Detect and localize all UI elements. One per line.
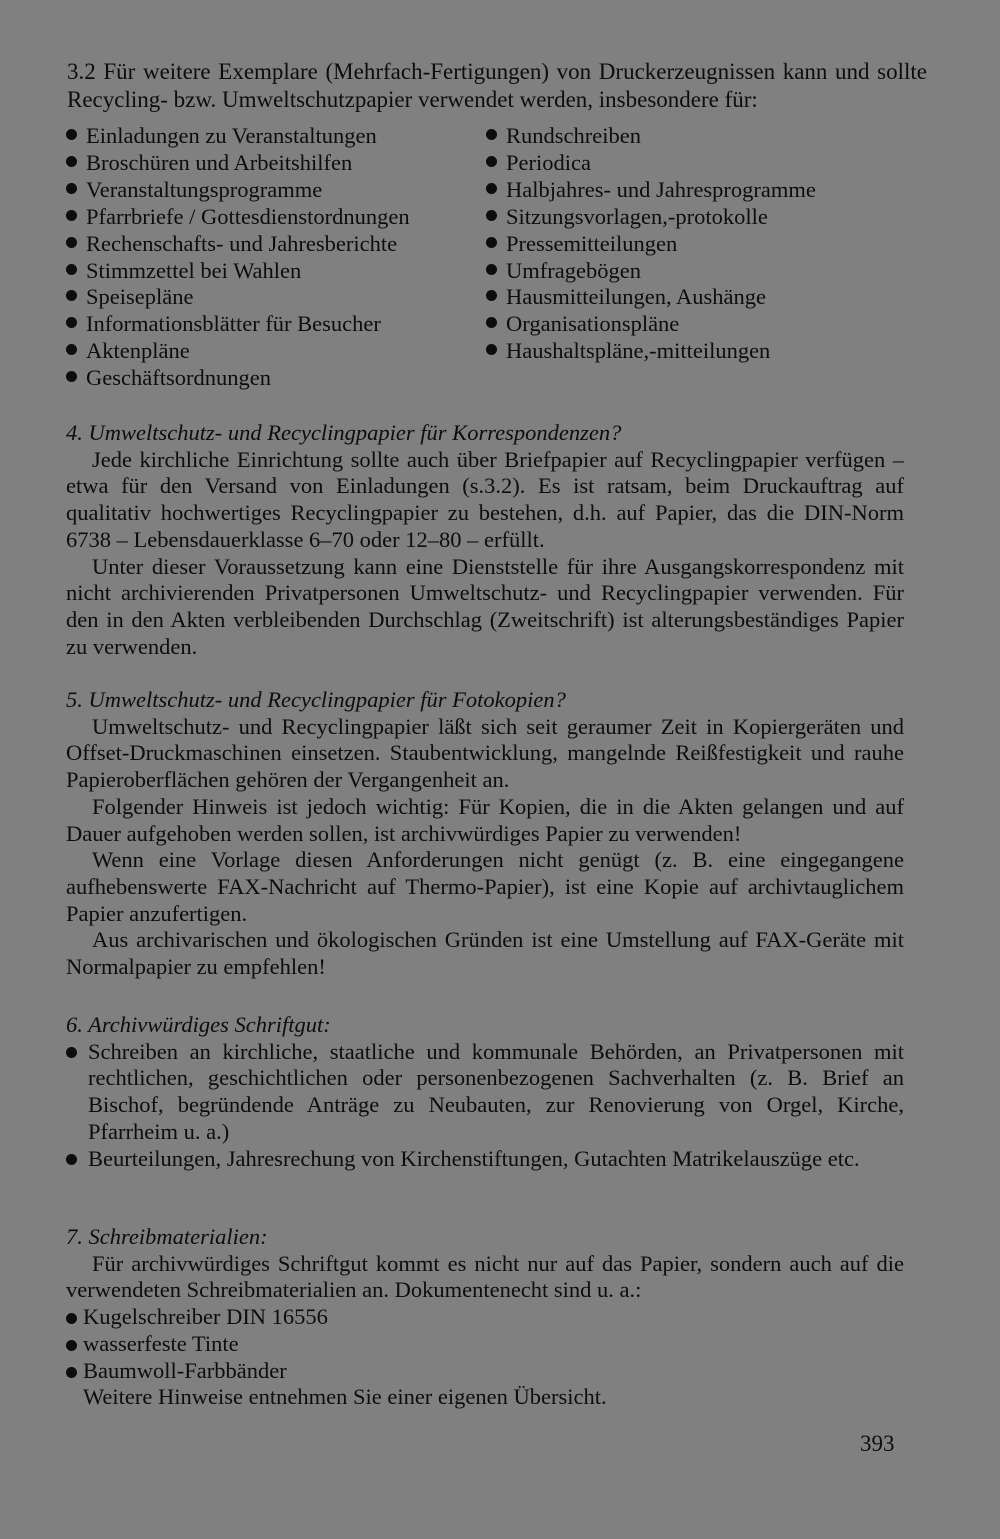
bullet-icon <box>486 317 497 328</box>
bullet-icon <box>66 1340 77 1351</box>
bullet-icon <box>66 1047 77 1058</box>
bullet-icon <box>486 156 497 167</box>
list-item: Speisepläne <box>66 284 410 311</box>
paragraph: Jede kirchliche Einrichtung sollte auch über Briefpapier auf Recyclingpapier verfügen – etwa für den Versand von Einladungen (s.3.2). Es ist ratsam, beim Druckauftrag auf qualitativ hochwertiges Recyclingpapier zu bestehen, d.h. auf Papier, das die DIN-Norm 6738 – Lebensdauerklasse 6–70 oder 12–80 – erfüllt. <box>66 446 904 552</box>
section-5 <box>66 687 904 981</box>
bullet-icon <box>486 264 497 275</box>
bullet-list-right <box>486 123 816 365</box>
list-item: wasserfeste Tinte <box>66 1331 904 1358</box>
bullet-icon <box>66 290 77 301</box>
section-heading: 4. Umweltschutz- und Recyclingpapier für Korrespondenzen? <box>66 420 622 445</box>
bullet-icon <box>66 210 77 221</box>
section-heading: 5. Umweltschutz- und Recyclingpapier für Fotokopien? <box>66 687 566 712</box>
list-item: Rechenschafts- und Jahresberichte <box>66 231 410 258</box>
bullet-icon <box>66 317 77 328</box>
bullet-icon <box>66 183 77 194</box>
list-item: Veranstaltungsprogramme <box>66 177 410 204</box>
list-item: Baumwoll-Farbbänder <box>66 1358 904 1385</box>
section-heading: 7. Schreibmaterialien: <box>66 1224 268 1249</box>
bullet-icon <box>486 129 497 140</box>
section-4 <box>66 420 904 660</box>
bullet-icon <box>486 210 497 221</box>
list-item: Geschäftsordnungen <box>66 365 410 392</box>
paragraph: Folgender Hinweis ist jedoch wichtig: Für Kopien, die in die Akten gelangen und auf Dauer aufgehoben werden sollen, ist archivwürdiges Papier zu verwenden! <box>66 793 904 846</box>
list-item: Rundschreiben <box>486 123 816 150</box>
list-item: Periodica <box>486 150 816 177</box>
bullet-icon <box>486 344 497 355</box>
paragraph: Unter dieser Voraussetzung kann eine Dienststelle für ihre Ausgangskorrespondenz mit nicht archivierenden Privatpersonen Umweltschutz- und Recyclingpapier verwenden. Für den in den Akten verbleibenden Durchschlag (Zweitschrift) ist alterungsbeständiges Papier zu verwenden. <box>66 553 904 659</box>
list-item: Umfragebögen <box>486 258 816 285</box>
bullet-icon <box>486 290 497 301</box>
page-number: 393 <box>860 1431 895 1456</box>
bullet-icon <box>66 264 77 275</box>
list-item: Stimmzettel bei Wahlen <box>66 258 410 285</box>
list-item: Sitzungsvorlagen,-protokolle <box>486 204 816 231</box>
bullet-list-left <box>66 123 410 392</box>
list-item: Schreiben an kirchliche, staatliche und kommunale Behörden, an Privatpersonen mit rechtlichen, geschichtlichen oder personenbezogenen Sachverhalten (z. B. Brief an Bischof, begründende Anträge zu Neubauten, zur Renovierung von Orgel, Kirche, Pfarrheim u. a.) <box>66 1039 904 1146</box>
closing-note: Weitere Hinweise entnehmen Sie einer eigenen Übersicht. <box>83 1384 607 1410</box>
bullet-icon <box>66 1154 77 1165</box>
list-item: Organisationspläne <box>486 311 816 338</box>
bullet-icon <box>66 1367 77 1378</box>
bullet-icon <box>66 371 77 382</box>
bullet-icon <box>66 1313 77 1324</box>
list-item: Aktenpläne <box>66 338 410 365</box>
paragraph: Wenn eine Vorlage diesen Anforderungen nicht genügt (z. B. eine eingegangene aufhebenswerte FAX-Nachricht auf Thermo-Papier), ist eine Kopie auf archivtauglichem Papier anzufertigen. <box>66 847 904 926</box>
list-item: Broschüren und Arbeitshilfen <box>66 150 410 177</box>
paragraph: Aus archivarischen und ökologischen Gründen ist eine Umstellung auf FAX-Geräte mit Normalpapier zu empfehlen! <box>66 927 904 980</box>
bullet-icon <box>486 183 497 194</box>
list-item: Informationsblätter für Besucher <box>66 311 410 338</box>
paragraph: Umweltschutz- und Recyclingpapier läßt sich seit geraumer Zeit in Kopiergeräten und Offset-Druckmaschinen einsetzen. Staubentwicklung, mangelnde Reißfestigkeit und rauhe Papieroberflächen gehören der Vergangenheit an. <box>66 713 904 793</box>
bullet-icon <box>66 156 77 167</box>
list-item: Haushaltspläne,-mitteilungen <box>486 338 816 365</box>
bullet-icon <box>66 237 77 248</box>
list-item: Einladungen zu Veranstaltungen <box>66 123 410 150</box>
section-7 <box>66 1224 904 1411</box>
list-item: Hausmitteilungen, Aushänge <box>486 284 816 311</box>
list-item: Pfarrbriefe / Gottesdienstordnungen <box>66 204 410 231</box>
section-6 <box>66 1012 904 1172</box>
list-item: Kugelschreiber DIN 16556 <box>66 1304 904 1331</box>
section-heading: 6. Archivwürdiges Schriftgut: <box>66 1012 331 1037</box>
list-item: Pressemitteilungen <box>486 231 816 258</box>
bullet-icon <box>66 344 77 355</box>
list-item: Beurteilungen, Jahresrechung von Kirchenstiftungen, Gutachten Matrikelauszüge etc. <box>66 1146 904 1173</box>
intro-paragraph: 3.2 Für weitere Exemplare (Mehrfach-Fertigungen) von Druckerzeugnissen kann und sollte Recycling- bzw. Umweltschutzpapier verwendet werden, insbesondere für: <box>67 59 927 112</box>
list-item: Halbjahres- und Jahresprogramme <box>486 177 816 204</box>
bullet-icon <box>66 129 77 140</box>
bullet-icon <box>486 237 497 248</box>
paragraph: Für archivwürdiges Schriftgut kommt es nicht nur auf das Papier, sondern auch auf die verwendeten Schreibmaterialien an. Dokumentenecht sind u. a.: <box>66 1250 904 1303</box>
